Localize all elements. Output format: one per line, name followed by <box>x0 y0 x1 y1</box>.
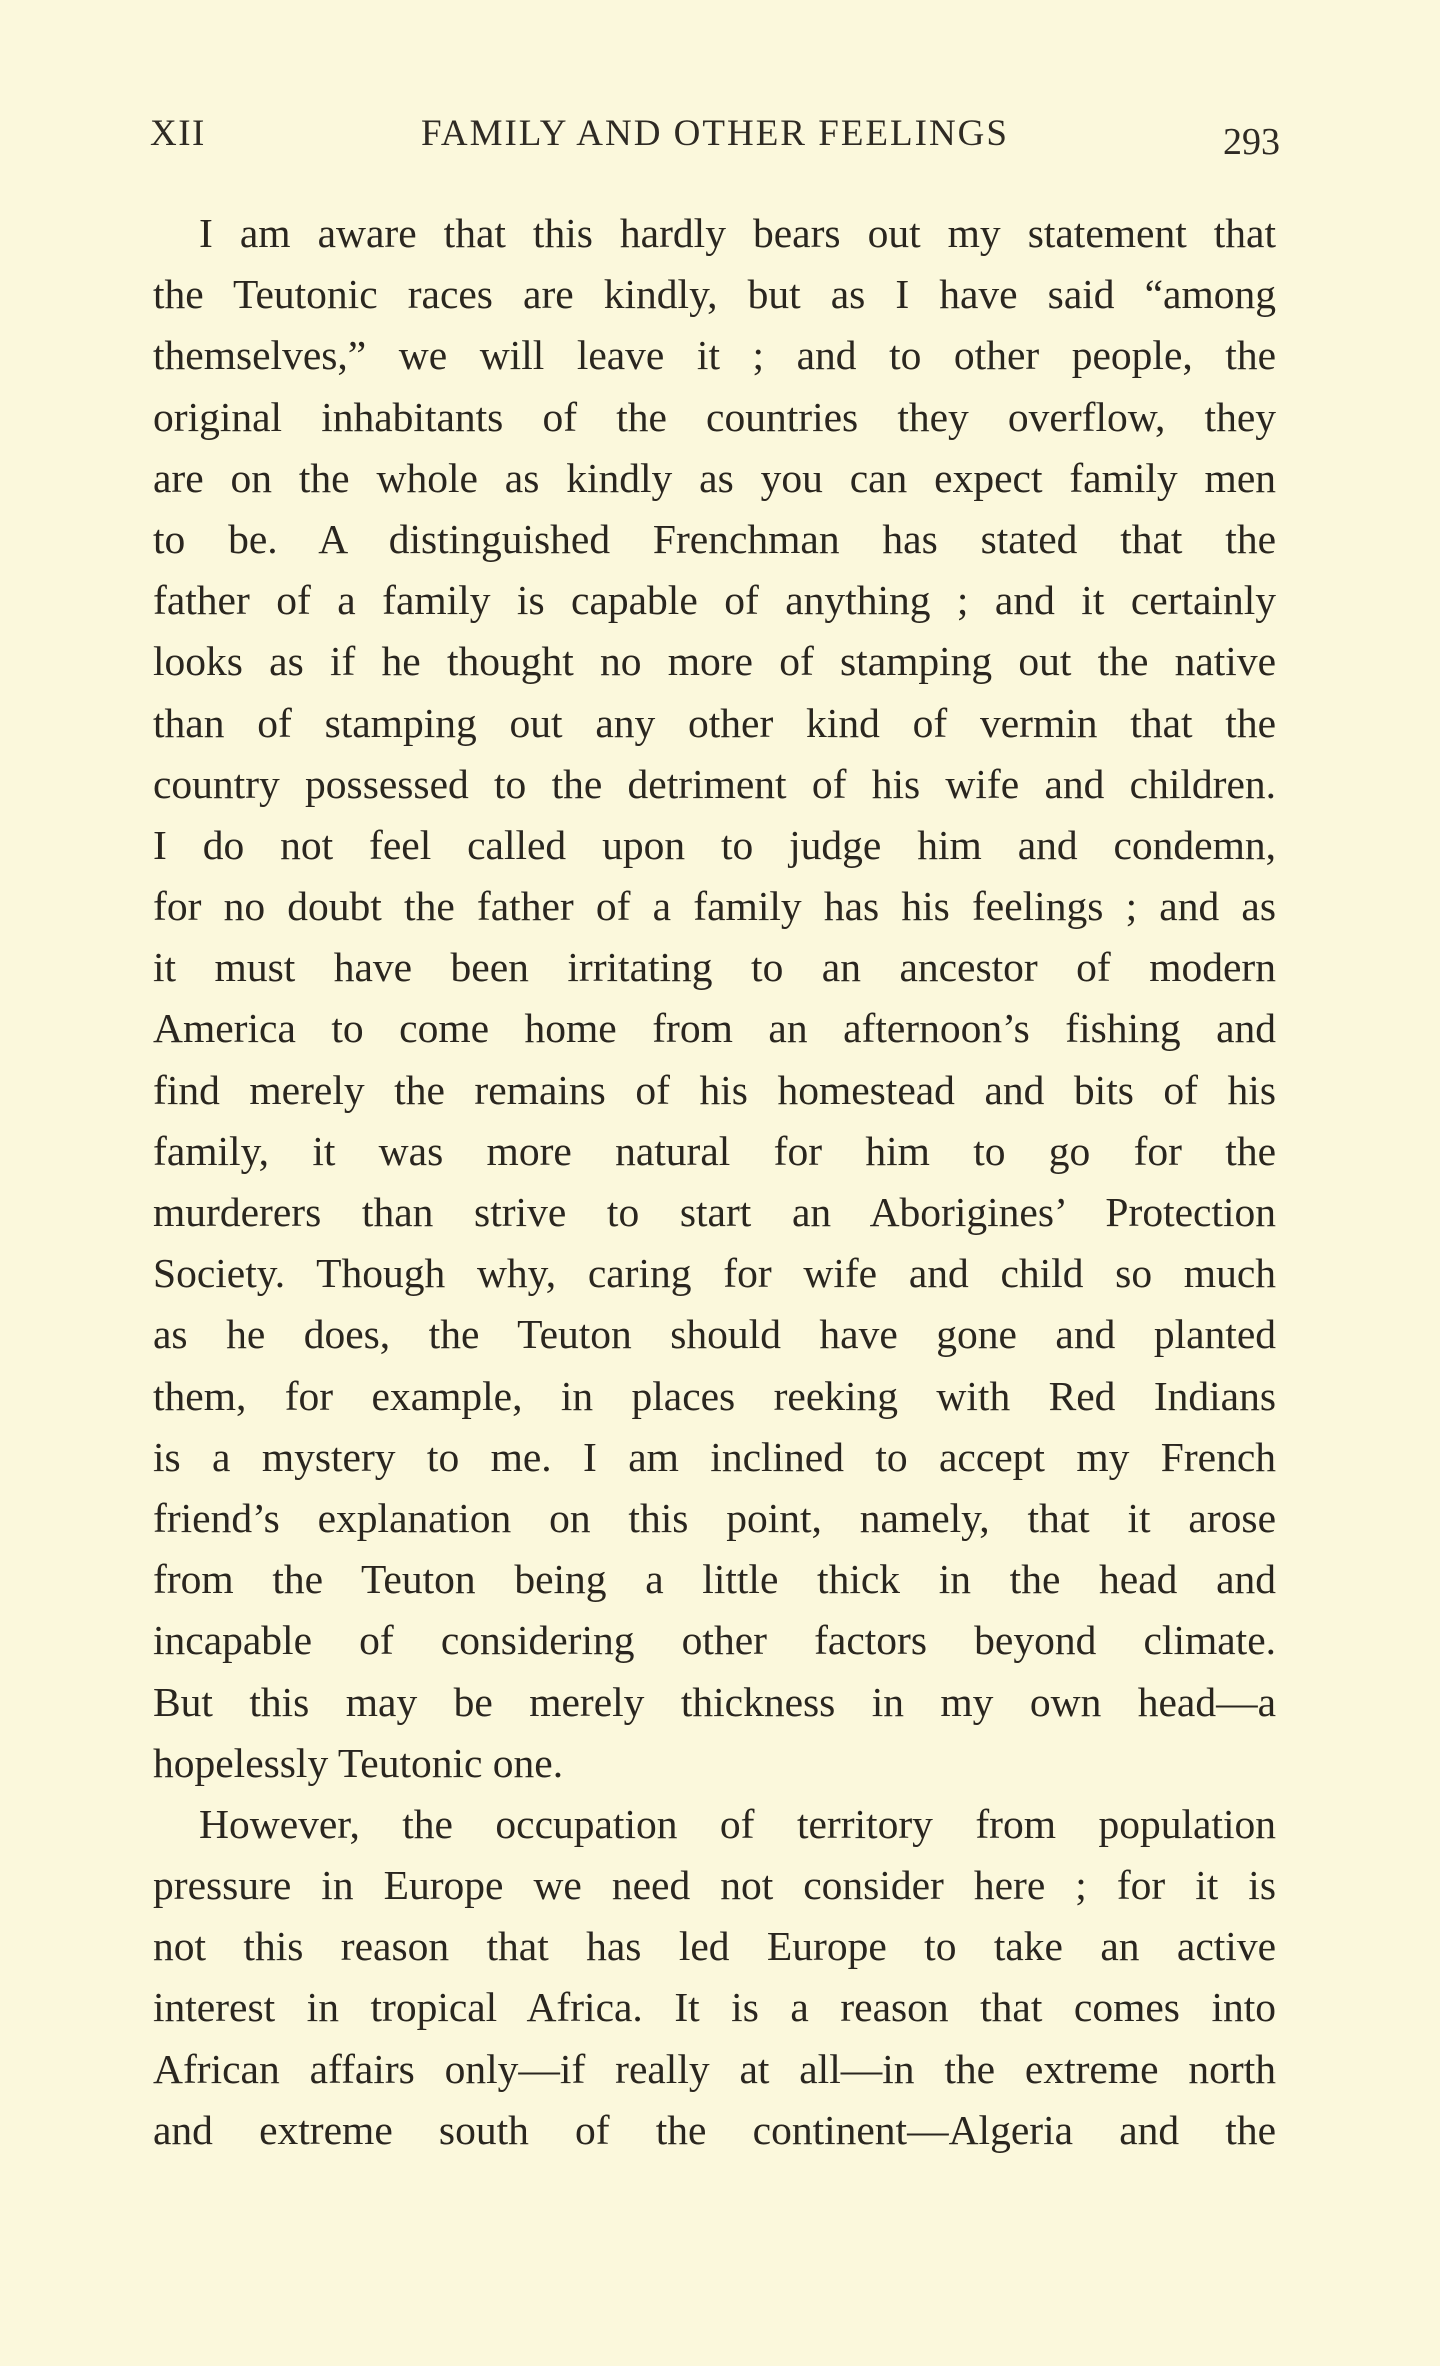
text-line: for no doubt the father of a family has his feelings ; and as <box>153 883 1276 930</box>
text-line: But this may be merely thickness in my own head—a <box>153 1678 1276 1725</box>
text-line: country possessed to the detriment of his wife and children. <box>153 760 1276 807</box>
text-line: I am aware that this hardly bears out my statement that <box>199 210 1276 256</box>
text-line: is a mystery to me. I am inclined to accept my French <box>153 1433 1276 1480</box>
body-text <box>153 203 1276 2161</box>
text-line: are on the whole as kindly as you can expect family men <box>153 454 1276 501</box>
text-line: as he does, the Teuton should have gone and planted <box>153 1311 1276 1358</box>
text-line: to be. A distinguished Frenchman has stated that the <box>153 515 1276 562</box>
text-line: Society. Though why, caring for wife and child so much <box>153 1250 1276 1297</box>
chapter-number: XII <box>150 113 206 154</box>
text-line: it must have been irritating to an ancestor of modern <box>153 944 1276 991</box>
text-line: murderers than strive to start an Aborigines’ Protection <box>153 1189 1276 1235</box>
text-line: African affairs only—if really at all—in the extreme north <box>153 2045 1276 2092</box>
text-line: than of stamping out any other kind of vermin that the <box>153 699 1276 746</box>
text-line: However, the occupation of territory from population <box>199 1800 1276 1847</box>
text-line: not this reason that has led Europe to take an active <box>153 1923 1276 1970</box>
paragraph-1 <box>153 203 1276 1794</box>
page-number: 293 <box>1223 121 1280 163</box>
text-line: incapable of considering other factors beyond climate. <box>153 1617 1276 1664</box>
text-line: from the Teuton being a little thick in the head and <box>153 1556 1276 1603</box>
text-line: them, for example, in places reeking with Red Indians <box>153 1372 1276 1419</box>
text-line: interest in tropical Africa. It is a reason that comes into <box>153 1984 1276 2031</box>
text-line: original inhabitants of the countries they overflow, they <box>153 393 1276 440</box>
text-line: friend’s explanation on this point, namely, that it arose <box>153 1494 1276 1541</box>
running-title: FAMILY AND OTHER FEELINGS <box>421 113 1009 154</box>
text-line: and extreme south of the continent—Algeria and the <box>153 2106 1276 2153</box>
text-line: father of a family is capable of anything ; and it certainly <box>153 577 1276 624</box>
paragraph-2 <box>153 1794 1276 2161</box>
text-line: themselves,” we will leave it ; and to other people, the <box>153 332 1276 379</box>
text-line: America to come home from an afternoon’s fishing and <box>153 1005 1276 1052</box>
text-line: I do not feel called upon to judge him and condemn, <box>153 821 1276 868</box>
text-line: family, it was more natural for him to go for the <box>153 1127 1276 1174</box>
text-line: hopelessly Teutonic one. <box>153 1739 564 1786</box>
text-line: the Teutonic races are kindly, but as I have said “among <box>153 271 1276 318</box>
text-line: pressure in Europe we need not consider here ; for it is <box>153 1862 1276 1909</box>
text-line: looks as if he thought no more of stamping out the native <box>153 638 1276 685</box>
running-head <box>150 112 1280 172</box>
text-line: find merely the remains of his homestead and bits of his <box>153 1066 1276 1113</box>
